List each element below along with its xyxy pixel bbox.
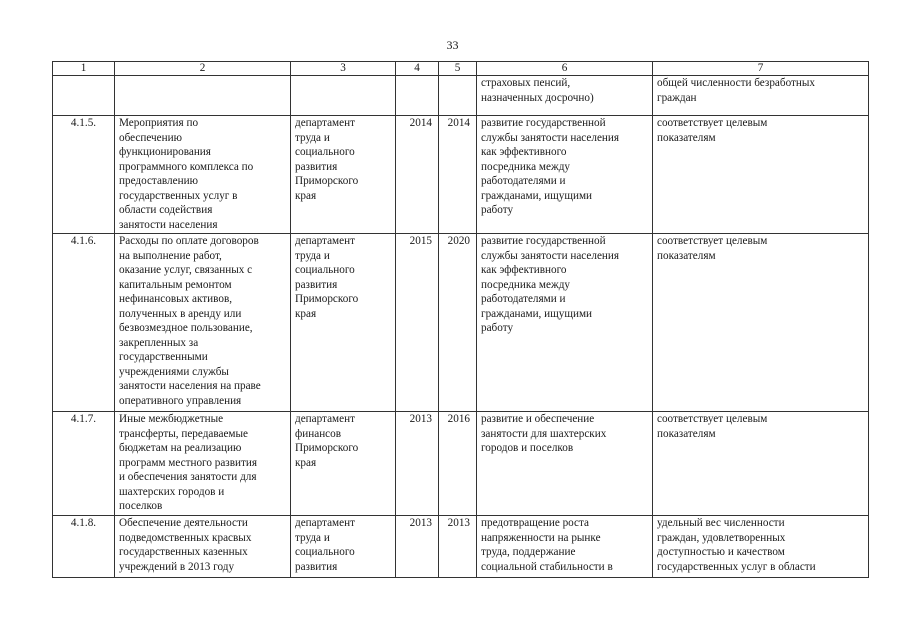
table-row xyxy=(53,412,869,516)
responsible-executor: департамент труда и социального развития Приморского края xyxy=(291,234,396,412)
column-header: 1 xyxy=(53,62,115,76)
table-row xyxy=(53,76,869,116)
responsible-executor: департамент труда и социального развития xyxy=(291,516,396,578)
end-year: 2016 xyxy=(439,412,477,516)
row-number: 4.1.6. xyxy=(53,234,115,412)
start-year: 2013 xyxy=(396,516,439,578)
start-year: 2014 xyxy=(396,116,439,234)
column-header: 3 xyxy=(291,62,396,76)
responsible-executor: департамент финансов Приморского края xyxy=(291,412,396,516)
table-row xyxy=(53,516,869,578)
indicator-relation: соответствует целевым показателям xyxy=(653,412,869,516)
indicator-relation: соответствует целевым показателям xyxy=(653,234,869,412)
column-header: 2 xyxy=(115,62,291,76)
responsible-executor xyxy=(291,76,396,116)
row-number: 4.1.5. xyxy=(53,116,115,234)
row-number: 4.1.8. xyxy=(53,516,115,578)
row-number: 4.1.7. xyxy=(53,412,115,516)
indicator-relation: соответствует целевым показателям xyxy=(653,116,869,234)
activity-name: Мероприятия по обеспечению функционирования программного комплекса по предоставлению государственных услуг в области содействия занятости населения xyxy=(115,116,291,234)
expected-result: предотвращение роста напряженности на рынке труда, поддержание социальной стабильности в xyxy=(477,516,653,578)
activity-name: Обеспечение деятельности подведомственных красвых государственных казенных учреждений в 2013 году xyxy=(115,516,291,578)
indicator-relation: удельный вес численности граждан, удовлетворенных доступностью и качеством государственных услуг в области xyxy=(653,516,869,578)
header-row xyxy=(53,62,869,76)
end-year: 2013 xyxy=(439,516,477,578)
end-year: 2020 xyxy=(439,234,477,412)
table-row xyxy=(53,116,869,234)
indicator-relation: общей численности безработных граждан xyxy=(653,76,869,116)
table-row xyxy=(53,234,869,412)
start-year: 2013 xyxy=(396,412,439,516)
column-header: 7 xyxy=(653,62,869,76)
row-number xyxy=(53,76,115,116)
end-year: 2014 xyxy=(439,116,477,234)
expected-result: развитие и обеспечение занятости для шахтерских городов и поселков xyxy=(477,412,653,516)
responsible-executor: департамент труда и социального развития Приморского края xyxy=(291,116,396,234)
expected-result: развитие государственной службы занятости населения как эффективного посредника между работодателями и гражданами, ищущими работу xyxy=(477,234,653,412)
expected-result: развитие государственной службы занятости населения как эффективного посредника между работодателями и гражданами, ищущими работу xyxy=(477,116,653,234)
activity-name: Иные межбюджетные трансферты, передаваемые бюджетам на реализацию программ местного развития и обеспечения занятости для шахтерских городов и поселков xyxy=(115,412,291,516)
end-year xyxy=(439,76,477,116)
activities-table xyxy=(52,61,869,578)
activity-name: Расходы по оплате договоров на выполнение работ, оказание услуг, связанных с капитальным ремонтом нефинансовых активов, полученных в аренду или безвозмездное пользование, закрепленных за государственными учреждениями службы занятости населения на праве оперативного управления xyxy=(115,234,291,412)
activity-name xyxy=(115,76,291,116)
page-number: 33 xyxy=(446,38,459,52)
column-header: 6 xyxy=(477,62,653,76)
start-year xyxy=(396,76,439,116)
expected-result: страховых пенсий, назначенных досрочно) xyxy=(477,76,653,116)
start-year: 2015 xyxy=(396,234,439,412)
column-header: 4 xyxy=(396,62,439,76)
column-header: 5 xyxy=(439,62,477,76)
